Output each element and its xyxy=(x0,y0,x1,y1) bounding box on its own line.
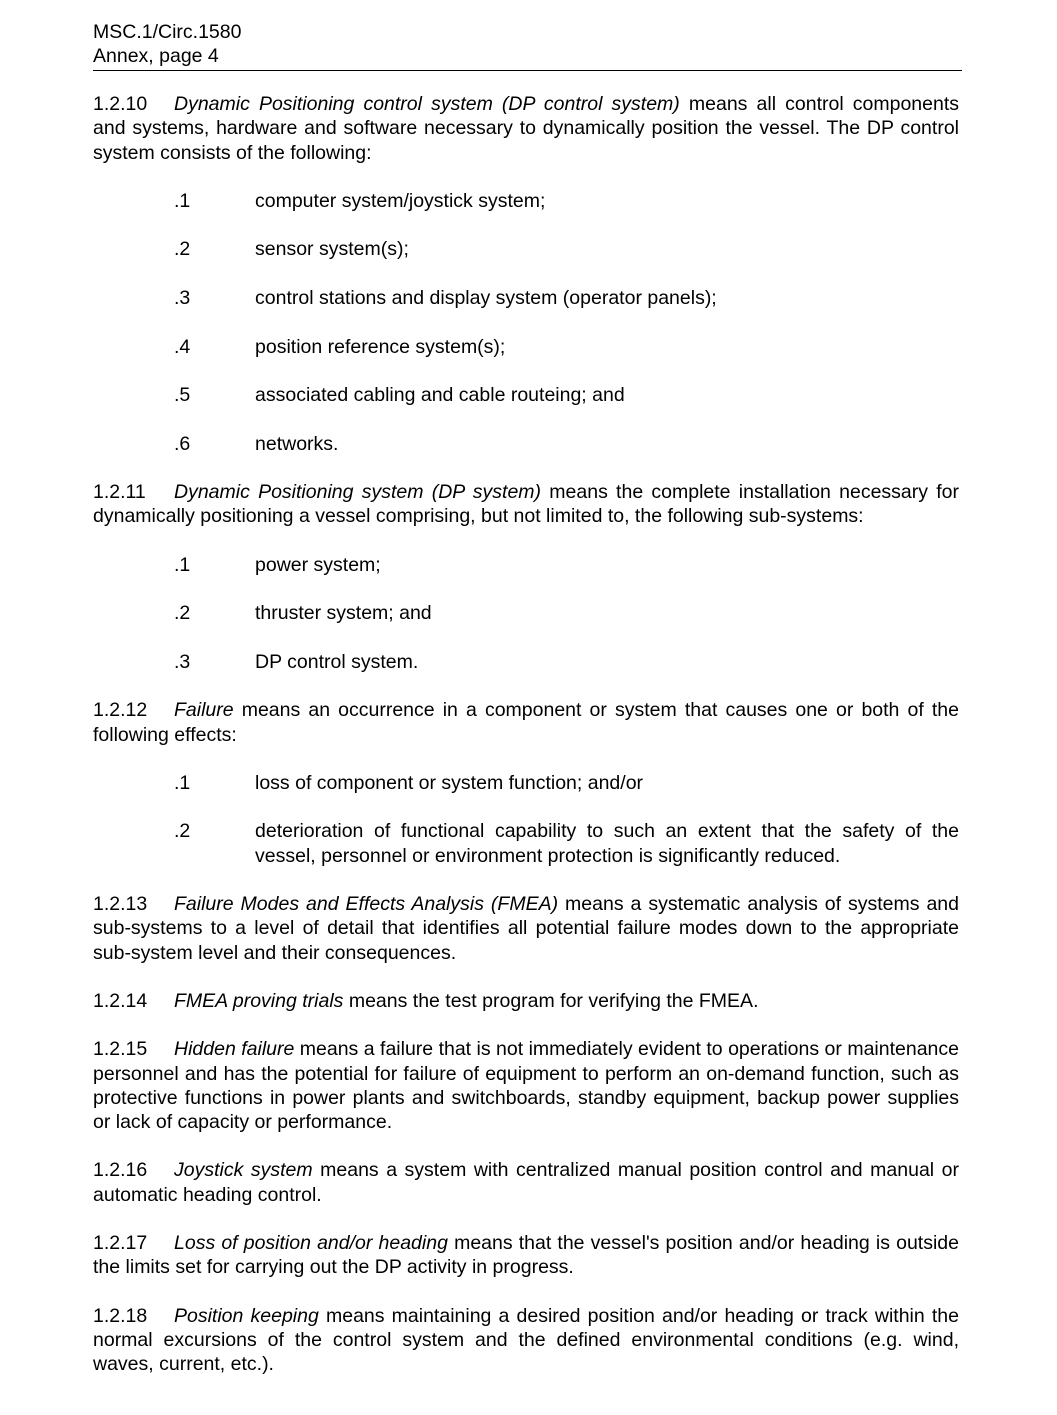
list-item xyxy=(93,819,959,868)
definition-text: means a systematic analysis of systems and sub-systems to a level of detail that identifies all potential failure modes down to the appropriate sub-system level and their consequences. xyxy=(93,893,960,964)
definition-paragraph xyxy=(93,698,959,747)
document-body xyxy=(93,92,959,1400)
sub-item-list xyxy=(93,553,959,674)
list-item-text: power system; xyxy=(255,553,381,576)
list-item-number: .2 xyxy=(174,238,191,261)
defined-term: Hidden failure xyxy=(174,1038,295,1061)
list-item-number: .6 xyxy=(174,432,191,455)
paragraph-number: 1.2.16 xyxy=(93,1159,148,1182)
list-item xyxy=(93,771,959,795)
definition-text: means the complete installation necessary for dynamically positioning a vessel comprising, but not limited to, the following sub-systems: xyxy=(93,481,960,528)
list-item-text: associated cabling and cable routeing; and xyxy=(255,384,625,407)
sub-item-list xyxy=(93,771,959,868)
list-item-text: sensor system(s); xyxy=(255,238,409,261)
list-item-number: .2 xyxy=(174,820,191,843)
list-item-number: .3 xyxy=(174,650,191,673)
defined-term: Dynamic Positioning control system (DP control system) xyxy=(174,93,680,115)
defined-term: Loss of position and/or heading xyxy=(174,1231,448,1254)
list-item xyxy=(93,553,959,577)
list-item xyxy=(93,432,959,456)
defined-term: Dynamic Positioning system (DP system) xyxy=(174,481,542,504)
paragraph-number: 1.2.15 xyxy=(93,1038,148,1061)
definition-text: means that the vessel's position and/or heading is outside the limits set for carrying out the DP activity in progress. xyxy=(93,1231,959,1279)
definition-paragraph xyxy=(93,480,959,529)
document-reference: MSC.1/Circ.1580 xyxy=(93,21,242,43)
definition-paragraph xyxy=(93,1304,959,1377)
list-item-number: .2 xyxy=(174,602,191,625)
definition-paragraph xyxy=(93,989,959,1013)
definition-text: means an occurrence in a component or system that causes one or both of the following effects: xyxy=(93,699,959,746)
paragraph-number: 1.2.11 xyxy=(93,481,146,504)
definition-paragraph xyxy=(93,1231,959,1280)
paragraph-number: 1.2.14 xyxy=(93,989,148,1012)
definition-text: means a failure that is not immediately evident to operations or maintenance personnel and has the potential for failure of equipment to perform an on-demand function, such as protective functions in power plants and switchboards, standby equipment, backup power supplies or lack of capacity or performance. xyxy=(93,1038,959,1134)
definition-paragraph xyxy=(93,1037,959,1134)
list-item xyxy=(93,189,959,213)
list-item-text: loss of component or system function; and/or xyxy=(255,771,644,794)
list-item xyxy=(93,237,959,261)
list-item-number: .1 xyxy=(174,553,191,576)
paragraph-number: 1.2.18 xyxy=(93,1304,148,1327)
defined-term: Joystick system xyxy=(174,1159,313,1182)
defined-term: FMEA proving trials xyxy=(174,989,344,1012)
page-header xyxy=(93,21,962,71)
defined-term: Position keeping xyxy=(174,1304,319,1327)
sub-item-list xyxy=(93,189,959,456)
list-item-text: position reference system(s); xyxy=(255,335,506,358)
definition-text: means a system with centralized manual position control and manual or automatic heading control. xyxy=(93,1159,959,1206)
definition-paragraph xyxy=(93,1158,959,1207)
list-item-text: DP control system. xyxy=(255,650,419,673)
page-number: Annex, page 4 xyxy=(93,44,219,67)
list-item-text: thruster system; and xyxy=(255,602,432,625)
paragraph-number: 1.2.17 xyxy=(93,1231,148,1254)
list-item xyxy=(93,650,959,674)
list-item-text: deterioration of functional capability to such an extent that the safety of the vessel, personnel or environment protection is significantly reduced. xyxy=(255,820,959,867)
list-item xyxy=(93,383,959,407)
definition-paragraph xyxy=(93,92,959,165)
definition-text: means maintaining a desired position and/or heading or track within the normal excursions of the control system and the defined environmental conditions (e.g. wind, waves, current, etc.). xyxy=(93,1304,959,1376)
list-item-number: .3 xyxy=(174,287,191,310)
list-item-text: computer system/joystick system; xyxy=(255,189,546,212)
definition-text: means the test program for verifying the FMEA. xyxy=(343,989,759,1012)
list-item xyxy=(93,286,959,310)
list-item-number: .1 xyxy=(174,189,191,212)
paragraph-number: 1.2.10 xyxy=(93,93,148,115)
defined-term: Failure Modes and Effects Analysis (FMEA) xyxy=(174,893,559,916)
list-item-text: networks. xyxy=(255,432,339,455)
list-item-text: control stations and display system (operator panels); xyxy=(255,287,717,310)
paragraph-number: 1.2.13 xyxy=(93,893,148,916)
list-item-number: .5 xyxy=(174,384,191,407)
list-item-number: .4 xyxy=(174,335,191,358)
list-item xyxy=(93,335,959,359)
list-item xyxy=(93,601,959,625)
definition-text: means all control components and systems, hardware and software necessary to dynamically position the vessel. The DP control system consists of the following: xyxy=(93,93,959,164)
list-item-number: .1 xyxy=(174,771,191,794)
defined-term: Failure xyxy=(174,699,234,722)
paragraph-number: 1.2.12 xyxy=(93,699,148,722)
definition-paragraph xyxy=(93,892,959,965)
